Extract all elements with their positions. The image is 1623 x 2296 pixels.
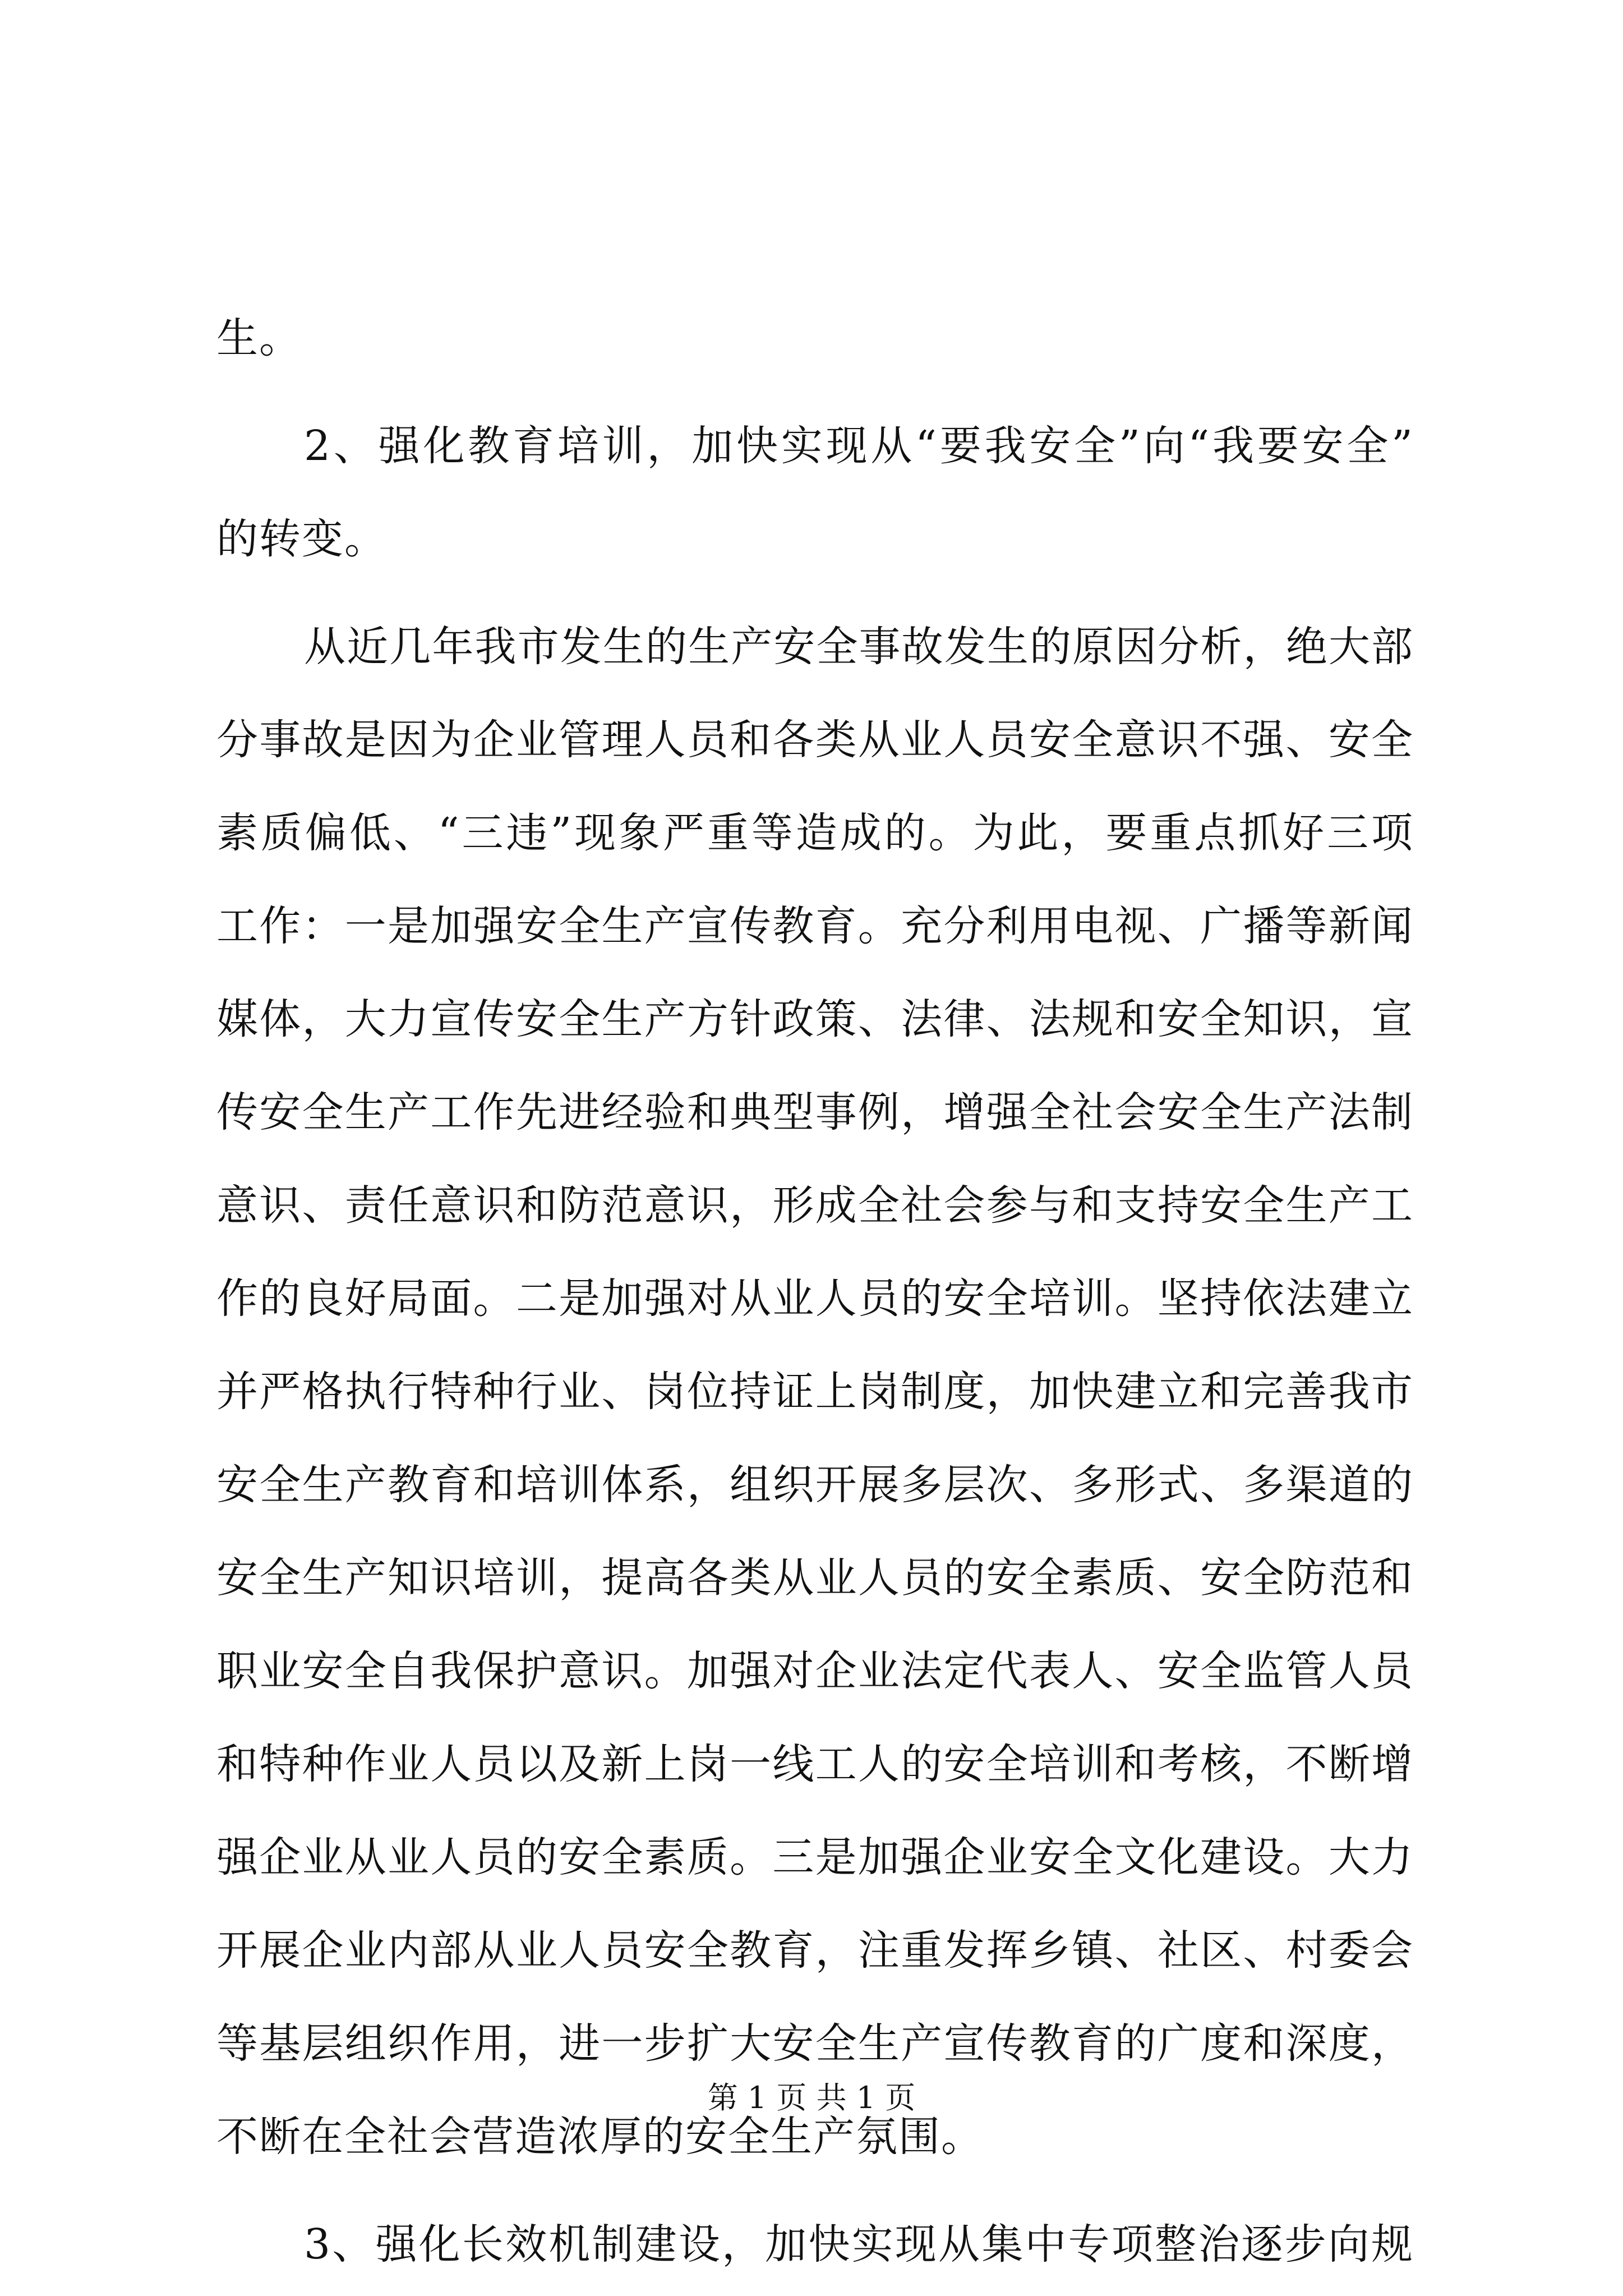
text-line: 2、强化教育培训，加快实现从“要我安全”向“我要安全” bbox=[304, 422, 1414, 470]
text-line: 生。 bbox=[216, 314, 302, 362]
text-line: 强企业从业人员的安全素质。三是加强企业安全文化建设。大力 bbox=[216, 1833, 1414, 1881]
text-line: 传安全生产工作先进经验和典型事例，增强全社会安全生产法制 bbox=[216, 1088, 1414, 1137]
section-heading-3 bbox=[216, 2198, 1414, 2291]
text-line: 安全生产知识培训，提高各类从业人员的安全素质、安全防范和 bbox=[216, 1554, 1414, 1602]
paragraph bbox=[216, 292, 1414, 385]
section-heading-2 bbox=[216, 399, 1414, 586]
text-line: 意识、责任意识和防范意识，形成全社会参与和支持安全生产工 bbox=[216, 1181, 1414, 1230]
text-line: 作的良好局面。二是加强对从业人员的安全培训。坚持依法建立 bbox=[216, 1274, 1414, 1323]
text-line: 媒体，大力宣传安全生产方针政策、法律、法规和安全知识，宣 bbox=[216, 995, 1414, 1043]
text-line: 等基层组织作用，进一步扩大安全生产宣传教育的广度和深度， bbox=[216, 2019, 1414, 2068]
page-footer: 第 1 页 共 1 页 bbox=[707, 2080, 916, 2115]
text-line: 素质偏低、“三违”现象严重等造成的。为此，要重点抓好三项 bbox=[216, 809, 1414, 857]
text-line: 不断在全社会营造浓厚的安全生产氛围。 bbox=[216, 2113, 984, 2161]
text-line: 职业安全自我保护意识。加强对企业法定代表人、安全监管人员 bbox=[216, 1647, 1414, 1695]
text-line: 分事故是因为企业管理人员和各类从业人员安全意识不强、安全 bbox=[216, 716, 1414, 764]
text-line: 并严格执行特种行业、岗位持证上岗制度，加快建立和完善我市 bbox=[216, 1368, 1414, 1416]
text-line: 从近几年我市发生的生产安全事故发生的原因分析，绝大部 bbox=[304, 623, 1414, 671]
text-line: 和特种作业人员以及新上岗一线工人的安全培训和考核，不断增 bbox=[216, 1740, 1414, 1788]
text-line: 开展企业内部从业人员安全教育，注重发挥乡镇、社区、村委会 bbox=[216, 1926, 1414, 1975]
document-body bbox=[216, 292, 1414, 2291]
paragraph bbox=[216, 600, 1414, 2183]
text-line: 的转变。 bbox=[216, 515, 387, 563]
text-line: 安全生产教育和培训体系，组织开展多层次、多形式、多渠道的 bbox=[216, 1461, 1414, 1509]
text-line: 3、强化长效机制建设，加快实现从集中专项整治逐步向规 bbox=[304, 2220, 1414, 2269]
text-line: 工作：一是加强安全生产宣传教育。充分利用电视、广播等新闻 bbox=[216, 902, 1414, 950]
